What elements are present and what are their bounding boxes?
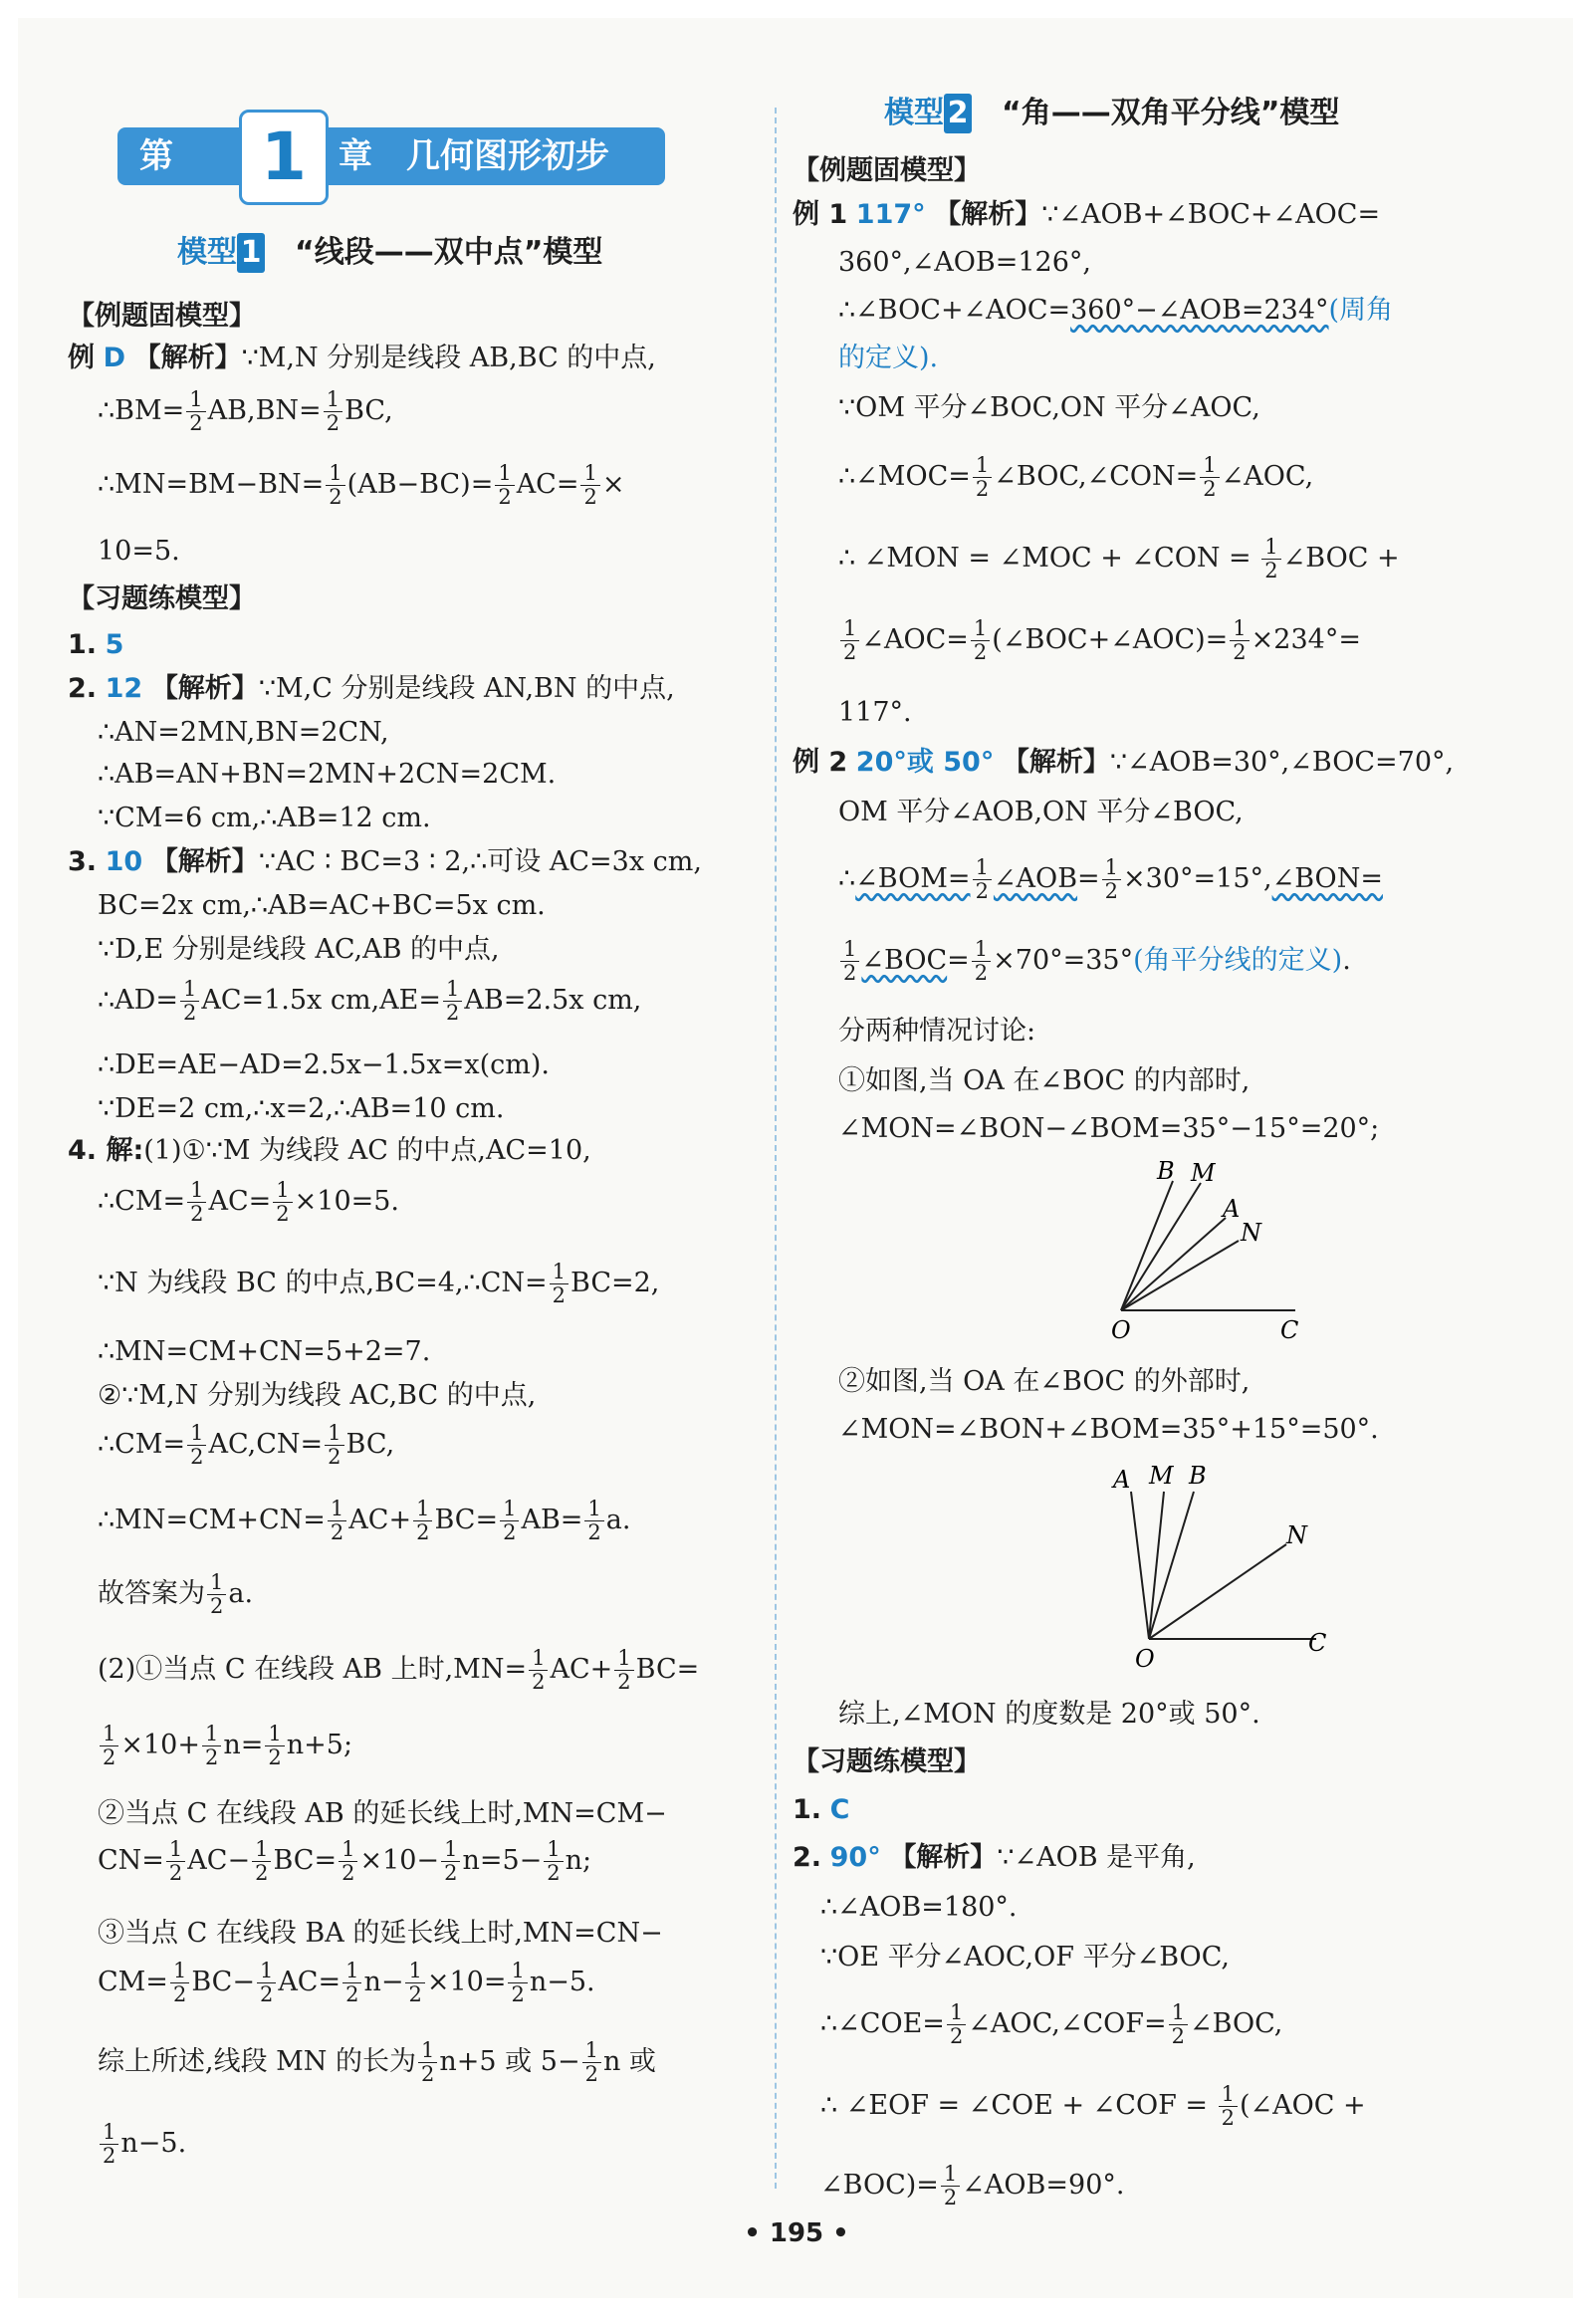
fig1-label-c: C: [1280, 1316, 1299, 1342]
fig2-label-n: N: [1286, 1521, 1307, 1549]
fig2-label-o: O: [1135, 1645, 1155, 1673]
section-practice-right: 【习题练模型】: [793, 1746, 981, 1777]
figure-outer-bisectors: [1049, 1452, 1338, 1676]
left-p3-line1: 3. 10 【解析】∵AC ∶ BC=3 ∶ 2,∴可设 AC=3x cm,: [68, 846, 702, 877]
right-ex1-line3: ∴∠BOC+∠AOC=360°−∠AOB=234°(周角: [838, 295, 1394, 326]
model2-title: “角——双角平分线”模型: [1002, 96, 1340, 130]
section-practice-left: 【习题练模型】: [68, 583, 256, 614]
left-p4-line7: ∴MN=CM+CN= $\frac{1}{2}$ AC+ $\frac{1}{2}$ BC= $\frac{1}{2}$ AB= $\frac{1}{2}$ a.: [98, 1497, 631, 1544]
section-example-right: 【例题固模型】: [793, 155, 981, 186]
right-ex2-line1: 例 2 20°或 50° 【解析】∵∠AOB=30°,∠BOC=70°,: [793, 747, 1455, 778]
left-p2-line3: ∴AB=AN+BN=2MN+2CN=2CM.: [98, 759, 557, 790]
left-p4-line3: ∵N 为线段 BC 的中点,BC=4,∴CN= $\frac{1}{2}$ BC=2,: [98, 1260, 660, 1307]
right-ex1-line7: ∴ ∠MON = ∠MOC + ∠CON = $\frac{1}{2}$ ∠BOC +: [838, 535, 1400, 582]
page-number: • 195 •: [744, 2218, 849, 2248]
fig1-label-n: N: [1241, 1219, 1261, 1247]
column-divider: [775, 108, 777, 2189]
left-ex-line2: ∴BM= $\frac{1}{2}$ AB,BN= $\frac{1}{2}$ BC,: [98, 387, 393, 435]
model2-badge: 2: [944, 94, 972, 133]
left-p4-line4: ∴MN=CM+CN=5+2=7.: [98, 1336, 431, 1367]
figure-inner-bisectors: [1091, 1153, 1330, 1342]
left-p4-2b: $\frac{1}{2}$ ×10+ $\frac{1}{2}$ n= $\frac{1}{2}$ n+5;: [98, 1723, 352, 1769]
right-p2-line1: 2. 90° 【解析】∵∠AOB 是平角,: [793, 1842, 1196, 1873]
left-ex-line3: ∴MN=BM−BN= $\frac{1}{2}$ (AB−BC)= $\frac{1}{2}$ AC= $\frac{1}{2}$ ×: [98, 461, 625, 509]
left-p4-2d: CN= $\frac{1}{2}$ AC− $\frac{1}{2}$ BC= $\frac{1}{2}$ ×10− $\frac{1}{2}$ n=5− $\frac{1}{2}$ n;: [98, 1837, 592, 1885]
right-ex2-c2b: ∠MON=∠BON+∠BOM=35°+15°=50°.: [838, 1414, 1379, 1445]
model1-tag: 模型: [177, 235, 237, 270]
fig2-label-a: A: [1113, 1466, 1131, 1494]
section-example: 【例题固模型】: [68, 301, 256, 332]
chapter-number: 1: [239, 110, 329, 205]
right-p2-line4: ∴∠COE= $\frac{1}{2}$ ∠AOC,∠COF= $\frac{1}{2}$ ∠BOC,: [820, 2000, 1283, 2048]
right-ex1-line2: 360°,∠AOB=126°,: [838, 247, 1091, 278]
right-ex1-line8: $\frac{1}{2}$ ∠AOC= $\frac{1}{2}$ (∠BOC+∠AOC)= $\frac{1}{2}$ ×234°=: [838, 617, 1361, 664]
model2-heading: [884, 94, 1339, 133]
left-p3-line4: ∴AD= $\frac{1}{2}$ AC=1.5x cm,AE= $\frac{1}{2}$ AB=2.5x cm,: [98, 977, 642, 1025]
fig2-label-c: C: [1308, 1629, 1327, 1657]
fig1-label-o: O: [1111, 1316, 1131, 1342]
left-p3-line6: ∵DE=2 cm,∴x=2,∴AB=10 cm.: [98, 1093, 505, 1124]
fig1-label-b: B: [1157, 1157, 1175, 1185]
right-ex2-c1: ①如图,当 OA 在∠BOC 的内部时,: [838, 1065, 1251, 1096]
right-p2-line5: ∴ ∠EOF = ∠COE + ∠COF = $\frac{1}{2}$ (∠AOC +: [820, 2082, 1366, 2130]
fig1-label-a: A: [1223, 1195, 1241, 1223]
chapter-title: 几何图形初步: [406, 136, 609, 176]
right-p2-line3: ∵OE 平分∠AOC,OF 平分∠BOC,: [820, 1942, 1230, 1973]
left-p4-answer: 故答案为 $\frac{1}{2}$ a.: [98, 1570, 254, 1618]
left-p4-line2: ∴CM= $\frac{1}{2}$ AC= $\frac{1}{2}$ ×10=5.: [98, 1178, 400, 1226]
left-p4-sum2: $\frac{1}{2}$ n−5.: [98, 2121, 186, 2168]
model2-tag: 模型: [884, 96, 944, 130]
left-p4-2c: ②当点 C 在线段 AB 的延长线上时,MN=CM−: [98, 1798, 667, 1829]
right-p1: 1. C: [793, 1794, 850, 1825]
left-p4-line1: 4. 解:(1)①∵M 为线段 AC 的中点,AC=10,: [68, 1135, 591, 1166]
left-p3-line3: ∵D,E 分别是线段 AC,AB 的中点,: [98, 934, 500, 965]
left-p4-2f: CM= $\frac{1}{2}$ BC− $\frac{1}{2}$ AC= $\frac{1}{2}$ n− $\frac{1}{2}$ ×10= $\frac{1}{2}$ n−5.: [98, 1959, 595, 2006]
chapter-banner: [117, 117, 665, 195]
fig2-label-b: B: [1189, 1462, 1207, 1490]
right-ex1-line6: ∴∠MOC= $\frac{1}{2}$ ∠BOC,∠CON= $\frac{1}{2}$ ∠AOC,: [838, 453, 1314, 501]
fig2-label-m: M: [1149, 1462, 1174, 1490]
left-p3-line5: ∴DE=AE−AD=2.5x−1.5x=x(cm).: [98, 1049, 550, 1080]
left-p2-line2: ∴AN=2MN,BN=2CN,: [98, 717, 389, 748]
left-p4-2a: (2)①当点 C 在线段 AB 上时,MN= $\frac{1}{2}$ AC+ $\frac{1}{2}$ BC=: [98, 1646, 700, 1694]
model1-heading: [177, 233, 602, 273]
left-p3-line2: BC=2x cm,∴AB=AC+BC=5x cm.: [98, 890, 546, 921]
left-p4-line6: ∴CM= $\frac{1}{2}$ AC,CN= $\frac{1}{2}$ BC,: [98, 1421, 395, 1469]
chapter-prefix: 第: [139, 136, 173, 176]
left-ex-line1: 例 D 【解析】∵M,N 分别是线段 AB,BC 的中点,: [68, 343, 656, 373]
right-ex2-case: 分两种情况讨论:: [838, 1016, 1036, 1046]
left-p4-sum: 综上所述,线段 MN 的长为 $\frac{1}{2}$ n+5 或 5− $\frac{1}{2}$ n 或: [98, 2038, 656, 2086]
right-ex2-line4: $\frac{1}{2}$ ∠BOC= $\frac{1}{2}$ ×70°=35°(角平分线的定义).: [838, 938, 1351, 985]
left-p2-line1: 2. 12 【解析】∵M,C 分别是线段 AN,BN 的中点,: [68, 673, 675, 704]
left-p1: 1. 5: [68, 629, 124, 660]
right-ex2-line2: OM 平分∠AOB,ON 平分∠BOC,: [838, 797, 1244, 827]
answer-page: [18, 18, 1573, 2298]
right-ex1-end: 117°.: [838, 697, 912, 728]
left-ex-line4: 10=5.: [98, 536, 180, 567]
right-ex2-c2: ②如图,当 OA 在∠BOC 的外部时,: [838, 1366, 1251, 1397]
right-ex2-line3: ∴∠BOM= $\frac{1}{2}$ ∠AOB= $\frac{1}{2}$ ×30°=15°,∠BON=: [838, 855, 1383, 903]
right-p2-line2: ∴∠AOB=180°.: [820, 1892, 1018, 1923]
right-ex1-note: 的定义).: [838, 343, 939, 373]
model1-badge: 1: [237, 233, 265, 273]
left-p4-2e: ③当点 C 在线段 BA 的延长线上时,MN=CN−: [98, 1918, 663, 1949]
right-ex2-c1b: ∠MON=∠BON−∠BOM=35°−15°=20°;: [838, 1113, 1380, 1144]
right-ex2-sum: 综上,∠MON 的度数是 20°或 50°.: [838, 1699, 1260, 1730]
right-ex1-line1: 例 1 117° 【解析】∵∠AOB+∠BOC+∠AOC=: [793, 199, 1381, 230]
left-p4-line5: ②∵M,N 分别为线段 AC,BC 的中点,: [98, 1380, 537, 1411]
right-ex1-line5: ∵OM 平分∠BOC,ON 平分∠AOC,: [838, 392, 1260, 423]
model1-title: “线段——双中点”模型: [295, 235, 603, 270]
left-p2-line4: ∵CM=6 cm,∴AB=12 cm.: [98, 803, 431, 833]
chapter-suffix: 章: [339, 136, 372, 176]
right-p2-line6: ∠BOC)= $\frac{1}{2}$ ∠AOB=90°.: [820, 2162, 1125, 2209]
fig1-label-m: M: [1191, 1159, 1216, 1187]
